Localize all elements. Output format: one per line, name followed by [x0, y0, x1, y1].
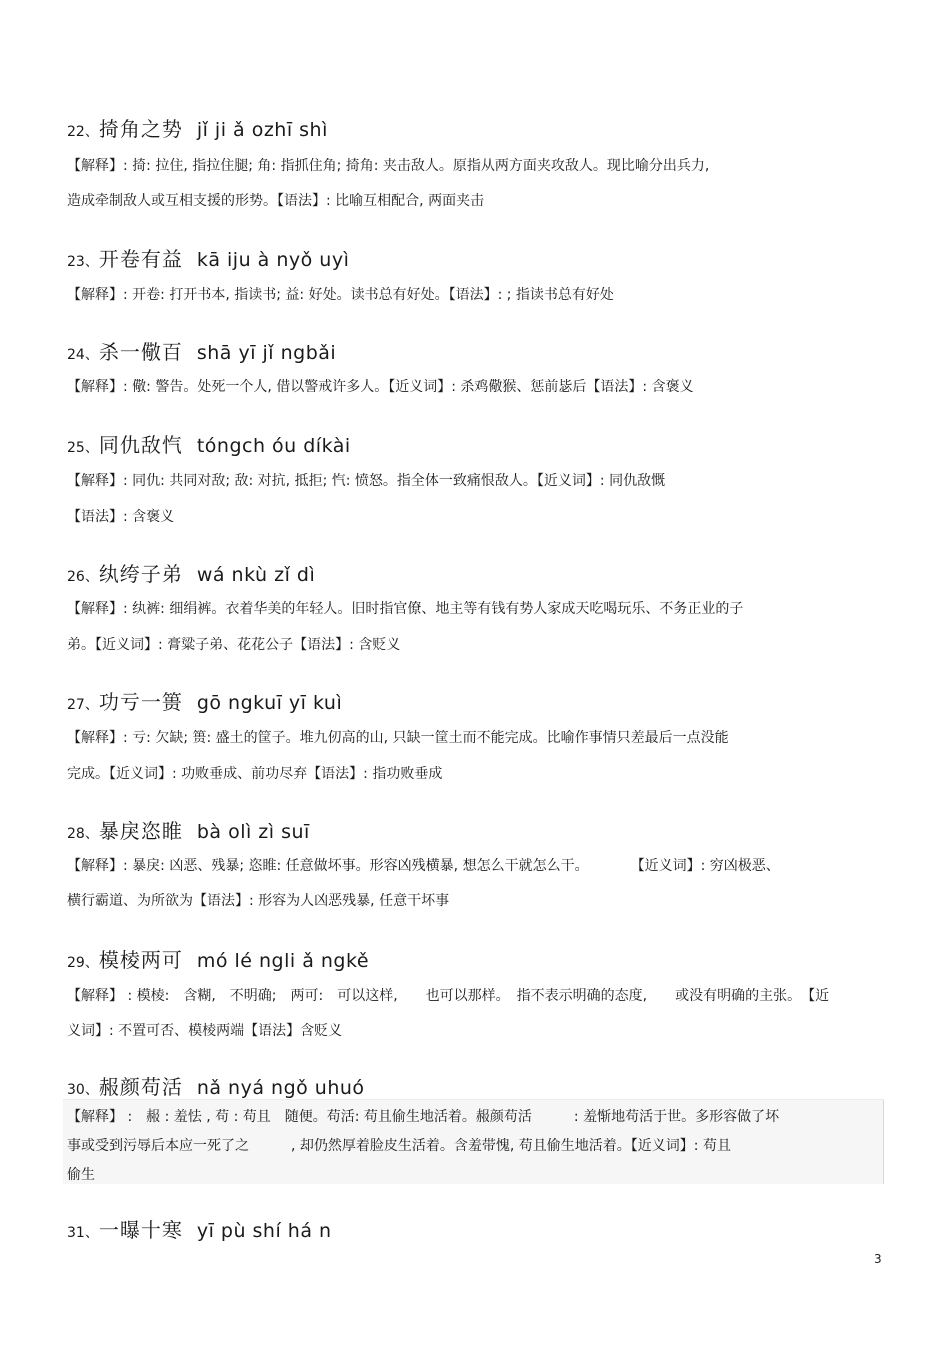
entry-25-heading — [67, 429, 351, 458]
entry-23-heading — [67, 243, 349, 272]
idiom-word: 开卷有益 — [98, 247, 183, 271]
entry-30-heading — [67, 1071, 365, 1100]
idiom-pinyin: bà olì zì suī — [196, 821, 310, 843]
entry-number: 23、 — [67, 254, 99, 270]
idiom-pinyin: nǎ nyá ngǒ uhuó — [196, 1077, 365, 1099]
entry-26-explanation-line-2: 弟。【近义词】: 膏粱子弟、花花公子【语法】: 含贬义 — [67, 637, 401, 653]
page-number: 3 — [874, 1252, 882, 1266]
entry-30-explanation-line-1: 【解释】 : 赧 : 羞怯 , 苟 : 苟且 随便。苟活: 苟且偷生地活着。赧颜苟活 : 羞惭地苟活于世。多形容做了坏 — [67, 1109, 780, 1125]
entry-27-explanation-line-1: 【解释】: 亏: 欠缺; 篑: 盛土的筐子。堆九仞高的山, 只缺一筐土而不能完成。比喻作事情只差最后一点没能 — [67, 730, 729, 746]
entry-number: 25、 — [67, 440, 99, 456]
idiom-pinyin: kā iju à nyǒ uyì — [196, 249, 350, 271]
entry-23-explanation-line-1: 【解释】: 开卷: 打开书本, 指读书; 益: 好处。读书总有好处。【语法】: ; 指读书总有好处 — [67, 287, 614, 303]
entry-number: 30、 — [67, 1082, 99, 1098]
idiom-word: 赧颜苟活 — [98, 1075, 183, 1099]
entry-number: 26、 — [67, 569, 99, 585]
entry-number: 22、 — [67, 124, 99, 140]
idiom-pinyin: mó lé ngli ǎ ngkě — [196, 950, 370, 972]
entry-28-explanation-line-1: 【解释】: 暴戾: 凶恶、残暴; 恣睢: 任意做坏事。形容凶残横暴, 想怎么干就怎么干。 【近义词】: 穷凶极恶、 — [67, 858, 780, 874]
entry-29-explanation-line-1: 【解释】 : 模棱: 含糊, 不明确; 两可: 可以这样, 也可以那样。 指不表示明确的态度, 或没有明确的主张。 【近 — [67, 988, 830, 1004]
idiom-word: 暴戾恣睢 — [98, 819, 183, 843]
entry-27-heading — [67, 686, 342, 715]
entry-26-explanation-line-1: 【解释】: 纨裤: 细绢裤。衣着华美的年轻人。旧时指官僚、地主等有钱有势人家成天吃喝玩乐、不务正业的子 — [67, 601, 744, 617]
entry-22-explanation-line-2: 造成牵制敌人或互相支援的形势。【语法】: 比喻互相配合, 两面夹击 — [67, 193, 485, 209]
entry-30-explanation-line-2: 事或受到污辱后本应一死了之 , 却仍然厚着脸皮生活着。含羞带愧, 苟且偷生地活着。【近义词】: 苟且 — [67, 1138, 731, 1154]
idiom-word: 杀一儆百 — [98, 340, 183, 364]
idiom-pinyin: shā yī jǐ ngbǎi — [196, 342, 337, 364]
entry-28-heading — [67, 815, 310, 844]
entry-28-explanation-line-2: 横行霸道、为所欲为【语法】: 形容为人凶恶残暴, 任意干坏事 — [67, 893, 450, 909]
entry-22-explanation-line-1: 【解释】: 掎: 拉住, 指拉住腿; 角: 指抓住角; 掎角: 夹击敌人。原指从两方面夹攻敌人。现比喻分出兵力, — [67, 158, 710, 174]
idiom-word: 纨绔子弟 — [98, 562, 183, 586]
idiom-word: 一曝十寒 — [98, 1218, 183, 1242]
entry-number: 28、 — [67, 826, 99, 842]
idiom-word: 同仇敌忾 — [98, 433, 183, 457]
entry-number: 29、 — [67, 955, 99, 971]
entry-30-explanation-line-3: 偷生 — [67, 1167, 95, 1183]
entry-number: 27、 — [67, 697, 99, 713]
idiom-pinyin: wá nkù zǐ dì — [196, 564, 316, 586]
idiom-pinyin: tóngch óu díkài — [196, 435, 351, 457]
idiom-word: 掎角之势 — [98, 117, 183, 141]
entry-26-heading — [67, 558, 315, 587]
entry-number: 24、 — [67, 347, 99, 363]
entry-25-explanation-line-2: 【语法】: 含褒义 — [67, 509, 175, 525]
entry-25-explanation-line-1: 【解释】: 同仇: 共同对敌; 敌: 对抗, 抵拒; 忾: 愤怒。指全体一致痛恨敌人。【近义词】: 同仇敌慨 — [67, 473, 666, 489]
idiom-pinyin: jǐ ji ǎ ozhī shì — [196, 119, 328, 141]
entry-number: 31、 — [67, 1225, 99, 1241]
idiom-word: 模棱两可 — [98, 948, 183, 972]
entry-31-heading — [67, 1214, 332, 1243]
idiom-word: 功亏一篑 — [98, 690, 183, 714]
idiom-pinyin: gō ngkuī yī kuì — [196, 692, 343, 714]
entry-22-heading — [67, 113, 328, 142]
entry-24-heading — [67, 336, 336, 365]
idiom-pinyin: yī pù shí há n — [196, 1220, 332, 1242]
entry-27-explanation-line-2: 完成。【近义词】: 功败垂成、前功尽弃【语法】: 指功败垂成 — [67, 766, 443, 782]
entry-29-heading — [67, 944, 369, 973]
entry-29-explanation-line-2: 义词】: 不置可否、模棱两端【语法】含贬义 — [67, 1023, 343, 1039]
entry-24-explanation-line-1: 【解释】: 儆: 警告。处死一个人, 借以警戒许多人。【近义词】: 杀鸡儆猴、惩前毖后【语法】: 含褒义 — [67, 379, 694, 395]
